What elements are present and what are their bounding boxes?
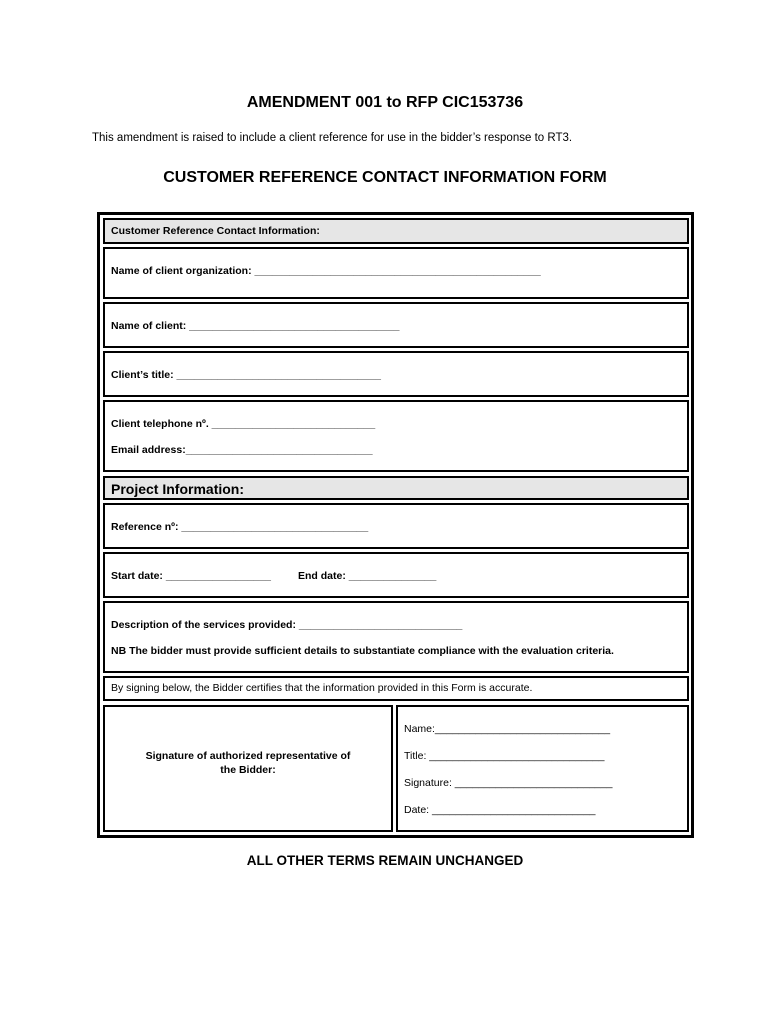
customer-section-label: Customer Reference Contact Information: xyxy=(111,225,320,237)
certification-text: By signing below, the Bidder certifies that the information provided in this Form is accurate. xyxy=(111,682,533,694)
reference-box xyxy=(103,503,689,549)
customer-section-header xyxy=(103,218,689,244)
client-title-field[interactable]: Client’s title: ___________________________________ xyxy=(111,369,381,381)
client-name-box xyxy=(103,302,689,348)
signature-caption-line2: the Bidder: xyxy=(220,764,276,776)
signature-caption-box xyxy=(103,705,393,832)
sig-date-field[interactable]: Date: ____________________________ xyxy=(404,804,596,816)
client-contact-box xyxy=(103,400,689,472)
signature-caption-line1: Signature of authorized representative of xyxy=(145,750,351,762)
services-box xyxy=(103,601,689,673)
sig-title-field[interactable]: Title: ______________________________ xyxy=(404,750,605,762)
sig-signature-field[interactable]: Signature: ___________________________ xyxy=(404,777,613,789)
signature-caption xyxy=(105,749,391,777)
client-title-box xyxy=(103,351,689,397)
client-org-field[interactable]: Name of client organization: _________________________________________________ xyxy=(111,265,541,277)
end-date-field[interactable]: End date: _______________ xyxy=(298,570,437,582)
client-phone-field[interactable]: Client telephone nº. ____________________________ xyxy=(111,418,376,430)
services-field[interactable]: Description of the services provided: ____________________________ xyxy=(111,619,463,631)
reference-field[interactable]: Reference nº: ________________________________ xyxy=(111,521,369,533)
document-title: AMENDMENT 001 to RFP CIC153736 xyxy=(246,94,524,111)
client-name-field[interactable]: Name of client: ____________________________________ xyxy=(111,320,400,332)
dates-box xyxy=(103,552,689,598)
project-section-label: Project Information: xyxy=(111,481,245,497)
footer-note: ALL OTHER TERMS REMAIN UNCHANGED xyxy=(246,853,524,868)
intro-text: This amendment is raised to include a client reference for use in the bidder’s response to RT3. xyxy=(92,132,573,144)
sig-name-field[interactable]: Name:______________________________ xyxy=(404,723,611,735)
start-date-field[interactable]: Start date: __________________ xyxy=(111,570,271,582)
client-email-field[interactable]: Email address:________________________________ xyxy=(111,444,373,456)
signature-fields-box xyxy=(396,705,689,832)
project-section-header xyxy=(103,476,689,500)
certification-box xyxy=(103,676,689,701)
client-org-box xyxy=(103,247,689,299)
nb-note: NB The bidder must provide sufficient details to substantiate compliance with the evaluation criteria. xyxy=(111,645,614,657)
form-title: CUSTOMER REFERENCE CONTACT INFORMATION FORM xyxy=(163,169,607,186)
